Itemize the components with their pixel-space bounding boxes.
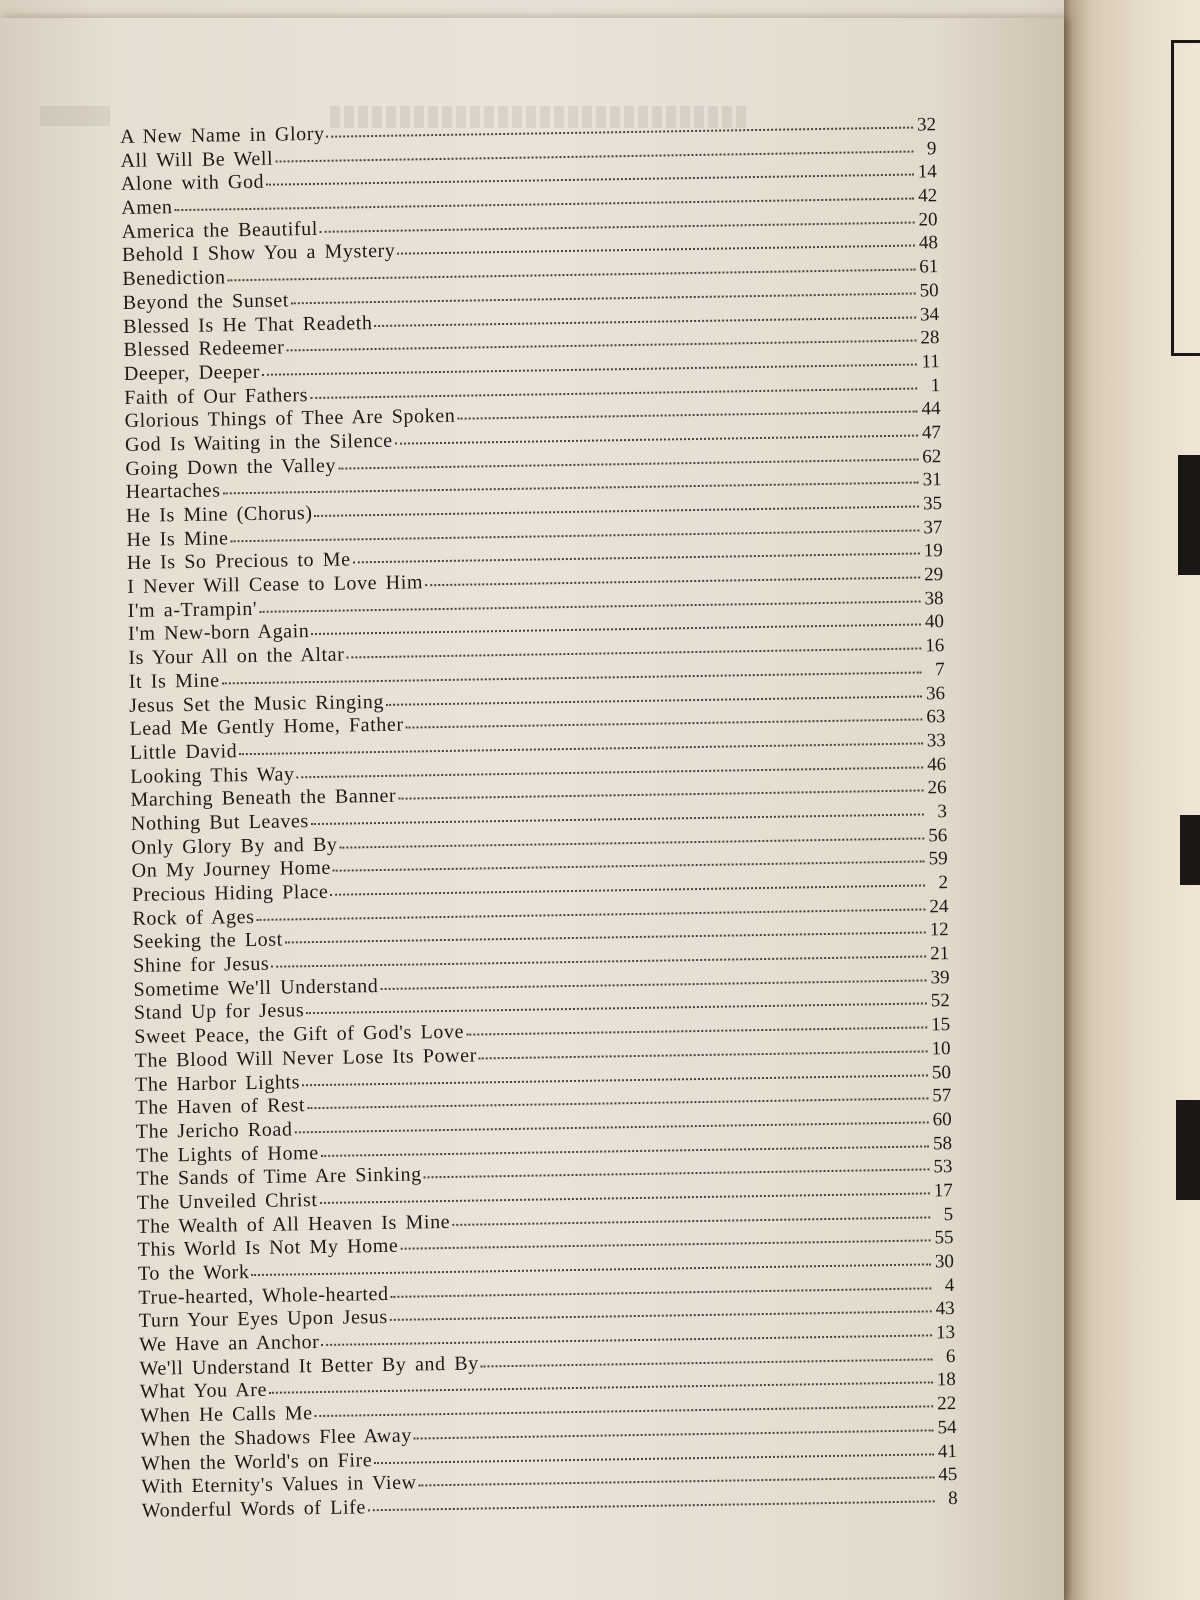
dot-leader: [315, 504, 919, 516]
page-number: 37: [923, 516, 943, 539]
page-number: 10: [931, 1037, 951, 1060]
song-title: America the Beautiful: [121, 217, 319, 243]
page-number: 20: [918, 208, 938, 231]
song-title: I'm New-born Again: [127, 620, 310, 646]
dot-leader: [391, 1286, 932, 1297]
page-number: 28: [920, 327, 940, 349]
song-title: Jesus Set the Music Ringing: [128, 690, 385, 717]
song-title: With Eternity's Values in View: [141, 1471, 417, 1499]
song-title: Little David: [129, 740, 238, 764]
song-title: Benediction: [122, 266, 226, 291]
song-title: Turn Your Eyes Upon Jesus: [138, 1306, 389, 1333]
song-title: Faith of Our Fathers: [124, 383, 309, 409]
dot-leader: [239, 741, 923, 755]
dot-leader: [297, 765, 924, 778]
edge-mark: [1176, 1100, 1200, 1200]
song-title: Blessed Redeemer: [123, 336, 285, 362]
page-number: 50: [931, 1061, 952, 1083]
page-number: 43: [935, 1298, 955, 1320]
song-title: Stand Up for Jesus: [133, 999, 305, 1025]
song-title: True-hearted, Whole-hearted: [138, 1282, 389, 1309]
edge-mark: [1178, 455, 1200, 575]
page-number: 8: [947, 1487, 958, 1510]
dot-leader: [375, 315, 917, 327]
song-title: The Unveiled Christ: [136, 1188, 318, 1214]
song-title: Deeper, Deeper: [123, 360, 261, 385]
dot-leader: [466, 1026, 927, 1036]
song-title: We'll Understand It Better By and By: [139, 1352, 479, 1380]
dot-leader: [306, 1002, 927, 1015]
song-title: Sweet Peace, the Gift of God's Love: [134, 1020, 465, 1049]
dot-leader: [479, 1049, 928, 1059]
song-title: I'm a-Trampin': [127, 597, 258, 622]
dot-leader: [327, 126, 913, 138]
dot-leader: [374, 1452, 934, 1464]
page-number: 39: [930, 966, 950, 989]
song-title: God Is Waiting in the Silence: [124, 429, 393, 456]
song-title: Only Glory By and By: [131, 833, 338, 859]
dot-leader: [321, 1333, 932, 1346]
song-title: When the World's on Fire: [140, 1448, 373, 1475]
song-title: Rock of Ages: [132, 905, 255, 930]
dot-leader: [346, 647, 921, 659]
dot-leader: [291, 291, 916, 304]
song-title: He Is So Precious to Me: [126, 548, 351, 575]
page-number: 52: [930, 990, 951, 1012]
page-number: 46: [926, 753, 947, 775]
dot-leader: [397, 244, 915, 255]
dot-leader: [311, 623, 920, 636]
dot-leader: [310, 386, 917, 399]
page-number: 33: [926, 729, 946, 752]
song-title: A New Name in Glory: [120, 122, 325, 148]
page-number: 13: [935, 1322, 956, 1344]
page-number: 44: [921, 398, 941, 420]
dot-leader: [251, 1262, 931, 1276]
page-number: 34: [919, 303, 940, 325]
song-title: When the Shadows Flee Away: [140, 1424, 413, 1451]
song-title: The Jericho Road: [135, 1118, 293, 1143]
page-number: 14: [917, 161, 937, 183]
dot-leader: [223, 481, 919, 495]
edge-mark: [1180, 815, 1200, 885]
dot-leader: [321, 1144, 929, 1157]
page-number: 9: [926, 137, 937, 160]
dot-leader: [311, 812, 924, 825]
song-title: Blessed Is He That Readeth: [122, 311, 373, 338]
page-number: 56: [928, 824, 948, 847]
page-number: 19: [923, 540, 943, 562]
page-number: 32: [916, 114, 937, 136]
page-number: 2: [938, 872, 949, 894]
dot-leader: [353, 552, 920, 564]
page-number: 3: [937, 801, 948, 823]
dot-leader: [457, 410, 917, 420]
page-number: 6: [945, 1345, 956, 1367]
page-number: 36: [925, 682, 946, 704]
dot-leader: [340, 836, 925, 848]
song-title: Going Down the Valley: [125, 454, 337, 480]
page-number: 21: [929, 943, 950, 965]
song-title: The Harbor Lights: [134, 1070, 301, 1096]
song-title: He Is Mine (Chorus): [125, 502, 313, 527]
page-number: 7: [934, 658, 945, 681]
page-number: 18: [936, 1369, 956, 1391]
song-title: Alone with God: [120, 171, 265, 196]
page-number: 15: [931, 1014, 951, 1036]
bleed-through: [40, 106, 110, 126]
dot-leader: [320, 1191, 930, 1204]
song-title: To the Work: [137, 1261, 250, 1285]
adjacent-page: [1064, 0, 1200, 1600]
song-title: Sometime We'll Understand: [133, 974, 379, 1001]
page-number: 40: [924, 611, 945, 633]
page-number: 62: [922, 445, 942, 468]
page-number: 48: [918, 232, 939, 254]
page-number: 60: [932, 1108, 952, 1131]
dot-leader: [330, 883, 925, 895]
song-title: Lead Me Gently Home, Father: [129, 713, 404, 741]
page-number: 42: [918, 185, 938, 207]
dot-leader: [333, 860, 925, 872]
song-title: Shine for Jesus: [133, 952, 270, 977]
dot-leader: [269, 1381, 933, 1394]
edge-marks: [1170, 0, 1200, 1600]
song-title: Looking This Way: [130, 762, 295, 788]
page-number: 57: [932, 1085, 952, 1107]
page-number: 24: [929, 895, 949, 918]
dot-leader: [230, 528, 919, 542]
page-number: 12: [929, 919, 949, 941]
page-number: 5: [943, 1203, 954, 1225]
song-title: The Wealth of All Heaven Is Mine: [137, 1210, 451, 1238]
song-title: Wonderful Words of Life: [141, 1496, 367, 1522]
song-title: This World Is Not My Home: [137, 1235, 399, 1262]
song-title: All Will Be Well: [120, 147, 274, 172]
song-title: Precious Hiding Place: [131, 880, 329, 906]
song-title: He Is Mine: [126, 527, 229, 551]
page-number: 4: [944, 1274, 955, 1296]
song-title: Amen: [121, 196, 173, 220]
dot-leader: [406, 718, 923, 729]
dot-leader: [257, 907, 926, 921]
song-title: Beyond the Sunset: [122, 289, 290, 314]
page-number: 59: [928, 848, 948, 870]
dot-leader: [419, 1476, 935, 1487]
page-number: 45: [938, 1464, 958, 1486]
page-number: 11: [921, 351, 940, 373]
song-title: What You Are: [139, 1379, 268, 1404]
page-number: 50: [919, 279, 939, 302]
page-number: 1: [930, 374, 941, 396]
page-number: 61: [919, 256, 939, 278]
page-number: 16: [925, 635, 945, 657]
song-title: Nothing But Leaves: [130, 810, 310, 835]
song-title: The Haven of Rest: [135, 1094, 306, 1120]
song-title: Seeking the Lost: [132, 928, 284, 954]
song-title: Is Your All on the Altar: [128, 643, 345, 670]
song-title: It Is Mine: [128, 669, 220, 693]
dot-leader: [286, 339, 916, 352]
dot-leader: [294, 1120, 928, 1133]
song-title: Marching Beneath the Banner: [130, 784, 397, 812]
dot-leader: [481, 1357, 933, 1367]
dot-leader: [315, 1405, 934, 1418]
page-number: 58: [932, 1132, 953, 1154]
page-number: 30: [934, 1251, 955, 1273]
song-title: When He Calls Me: [140, 1402, 313, 1427]
dot-leader: [222, 670, 922, 684]
dot-leader: [425, 576, 920, 587]
page-number: 22: [937, 1393, 957, 1415]
dot-leader: [400, 1239, 930, 1250]
dot-leader: [275, 149, 913, 162]
dot-leader: [320, 220, 915, 232]
page-number: 35: [922, 493, 943, 515]
dot-leader: [259, 599, 920, 612]
dot-leader: [424, 1168, 930, 1179]
dot-leader: [395, 433, 918, 444]
page-number: 31: [922, 469, 942, 491]
dot-leader: [228, 268, 916, 282]
song-title: The Blood Will Never Lose Its Power: [134, 1044, 478, 1072]
dot-leader: [302, 1073, 928, 1086]
dot-leader: [338, 457, 918, 469]
song-index: [120, 113, 958, 1546]
page-number: 47: [921, 422, 942, 444]
page-number: 17: [933, 1179, 953, 1202]
page-number: 54: [937, 1416, 957, 1439]
song-title: The Lights of Home: [135, 1141, 319, 1167]
page-number: 38: [924, 587, 944, 610]
dot-leader: [380, 978, 926, 990]
dot-leader: [307, 1097, 928, 1110]
song-title: The Sands of Time Are Sinking: [136, 1163, 422, 1191]
dot-leader: [452, 1215, 930, 1226]
page-number: 26: [927, 777, 947, 799]
dot-leader: [386, 694, 922, 705]
dot-leader: [285, 931, 926, 944]
dot-leader: [414, 1428, 934, 1439]
page-number: 29: [923, 564, 944, 586]
song-title: We Have an Anchor: [138, 1331, 320, 1356]
dot-leader: [262, 362, 917, 375]
page-number: 41: [937, 1440, 958, 1462]
song-title: On My Journey Home: [131, 857, 332, 883]
dot-leader: [398, 789, 923, 800]
dot-leader: [390, 1310, 932, 1322]
song-title: I Never Will Cease to Love Him: [127, 571, 424, 599]
song-title: Glorious Things of Thee Are Spoken: [124, 405, 456, 433]
page-number: 63: [926, 706, 946, 728]
song-title: Behold I Show You a Mystery: [121, 240, 396, 267]
song-title: Heartaches: [125, 479, 221, 504]
edge-mark: [1171, 40, 1200, 356]
dot-leader: [266, 173, 914, 186]
dot-leader: [271, 955, 926, 968]
page-number: 55: [934, 1227, 954, 1249]
page-number: 53: [933, 1156, 953, 1178]
dot-leader: [368, 1499, 935, 1511]
